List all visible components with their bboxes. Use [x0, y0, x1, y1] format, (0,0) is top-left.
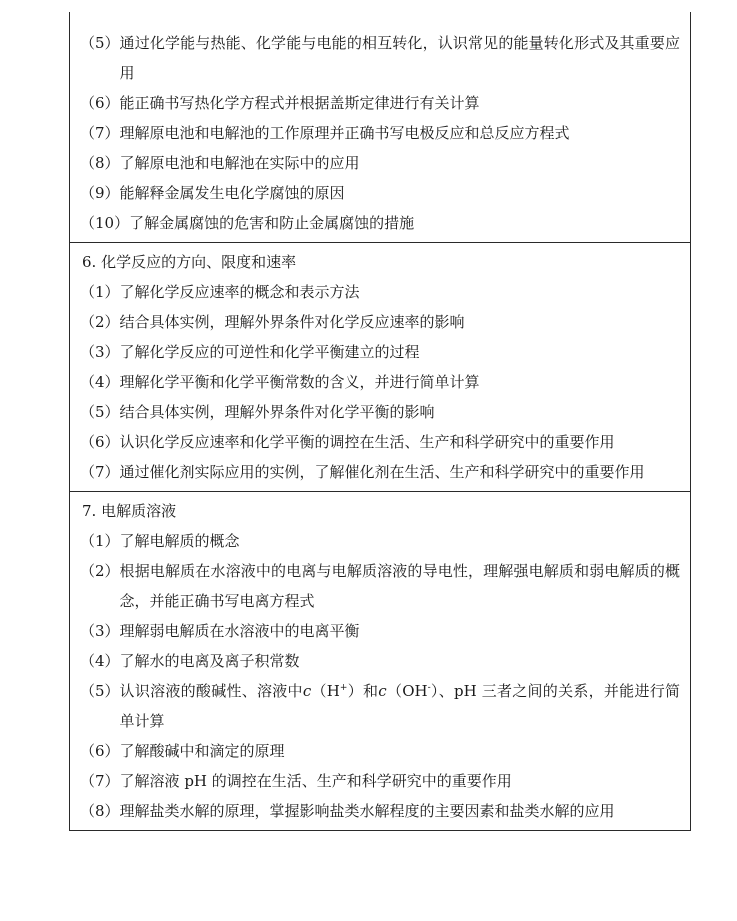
- item-number: （7）: [80, 772, 120, 790]
- item-number: （2）: [80, 313, 120, 331]
- concentration-symbol: c: [302, 682, 312, 700]
- charge-superscript: +: [339, 683, 348, 693]
- item-text: 理解弱电解质在水溶液中的电离平衡: [119, 622, 360, 640]
- text-fragment: ）、pH 三者之间的关系，并能进行简单计算: [119, 682, 680, 730]
- item-text: 结合具体实例，理解外界条件对化学平衡的影响: [119, 403, 435, 421]
- item-text: 理解化学平衡和化学平衡常数的含义，并进行简单计算: [119, 373, 480, 391]
- item-text: 认识化学反应速率和化学平衡的调控在生活、生产和科学研究中的重要作用: [119, 433, 615, 451]
- item-text: 了解化学反应的可逆性和化学平衡建立的过程: [119, 343, 420, 361]
- text-fragment: （OH: [386, 682, 428, 700]
- item-number: （5）: [80, 34, 120, 52]
- item-number: （1）: [80, 283, 120, 301]
- item-number: （3）: [80, 343, 120, 361]
- item-number: （1）: [80, 532, 120, 550]
- section-reaction-rate-equilibrium: [70, 242, 690, 491]
- item-number: （6）: [80, 742, 120, 760]
- item-number: （9）: [80, 184, 120, 202]
- item-text: 根据电解质在水溶液中的电离与电解质溶液的导电性，理解强电解质和弱电解质的概念，并能正确书写电离方程式: [119, 562, 680, 610]
- item-number: （4）: [80, 373, 120, 391]
- list-item: [80, 88, 680, 118]
- list-item: [80, 148, 680, 178]
- list-item: [80, 118, 680, 148]
- item-text: 理解原电池和电解池的工作原理并正确书写电极反应和总反应方程式: [119, 124, 570, 142]
- item-text: 能解释金属发生电化学腐蚀的原因: [119, 184, 345, 202]
- list-item: [80, 556, 680, 616]
- item-number: （7）: [80, 463, 120, 481]
- item-number: （8）: [80, 802, 120, 820]
- list-item: [80, 526, 680, 556]
- list-item: [80, 307, 680, 337]
- item-text: 了解原电池和电解池在实际中的应用: [119, 154, 360, 172]
- list-item: [80, 337, 680, 367]
- item-text: 能正确书写热化学方程式并根据盖斯定律进行有关计算: [119, 94, 480, 112]
- list-item: [80, 457, 680, 487]
- section-electrolyte-solutions: [70, 491, 690, 830]
- list-item: [80, 397, 680, 427]
- list-item: [80, 616, 680, 646]
- list-item: [80, 28, 680, 88]
- item-number: （3）: [80, 622, 120, 640]
- item-number: （5）: [80, 682, 120, 700]
- item-text: 了解金属腐蚀的危害和防止金属腐蚀的措施: [129, 214, 415, 232]
- item-number: （10）: [80, 214, 130, 232]
- item-text: 了解水的电离及离子积常数: [119, 652, 300, 670]
- text-fragment: （H: [311, 682, 340, 700]
- list-item: [80, 277, 680, 307]
- item-text-formula: [120, 676, 680, 736]
- list-item: [80, 766, 680, 796]
- section-heading: 6. 化学反应的方向、限度和速率: [82, 253, 297, 271]
- item-number: （2）: [80, 562, 120, 580]
- charge-superscript: -: [427, 683, 431, 693]
- item-text: 了解溶液 pH 的调控在生活、生产和科学研究中的重要作用: [119, 772, 512, 790]
- item-number: （6）: [80, 433, 120, 451]
- list-item: [80, 796, 680, 826]
- item-text: 了解酸碱中和滴定的原理: [119, 742, 285, 760]
- item-text: 通过催化剂实际应用的实例，了解催化剂在生活、生产和科学研究中的重要作用: [119, 463, 645, 481]
- syllabus-table: [69, 12, 691, 831]
- item-number: （8）: [80, 154, 120, 172]
- list-item: [80, 646, 680, 676]
- list-item: [80, 367, 680, 397]
- list-item: [80, 178, 680, 208]
- section-energy-electrochemistry: [70, 12, 690, 242]
- item-text: 了解电解质的概念: [119, 532, 240, 550]
- text-fragment: 认识溶液的酸碱性、溶液中: [119, 682, 303, 700]
- item-text: 结合具体实例，理解外界条件对化学反应速率的影响: [119, 313, 465, 331]
- list-item: [80, 736, 680, 766]
- text-fragment: ）和: [347, 682, 379, 700]
- item-number: （4）: [80, 652, 120, 670]
- item-text: 了解化学反应速率的概念和表示方法: [119, 283, 360, 301]
- item-text: 理解盐类水解的原理，掌握影响盐类水解程度的主要因素和盐类水解的应用: [119, 802, 615, 820]
- section-heading: 7. 电解质溶液: [82, 502, 177, 520]
- item-text: 通过化学能与热能、化学能与电能的相互转化，认识常见的能量转化形式及其重要应用: [119, 34, 680, 82]
- list-item: [80, 427, 680, 457]
- list-item: [80, 208, 680, 238]
- concentration-symbol: c: [378, 682, 387, 700]
- item-number: （6）: [80, 94, 120, 112]
- item-number: （7）: [80, 124, 120, 142]
- list-item: [80, 676, 680, 736]
- item-number: （5）: [80, 403, 120, 421]
